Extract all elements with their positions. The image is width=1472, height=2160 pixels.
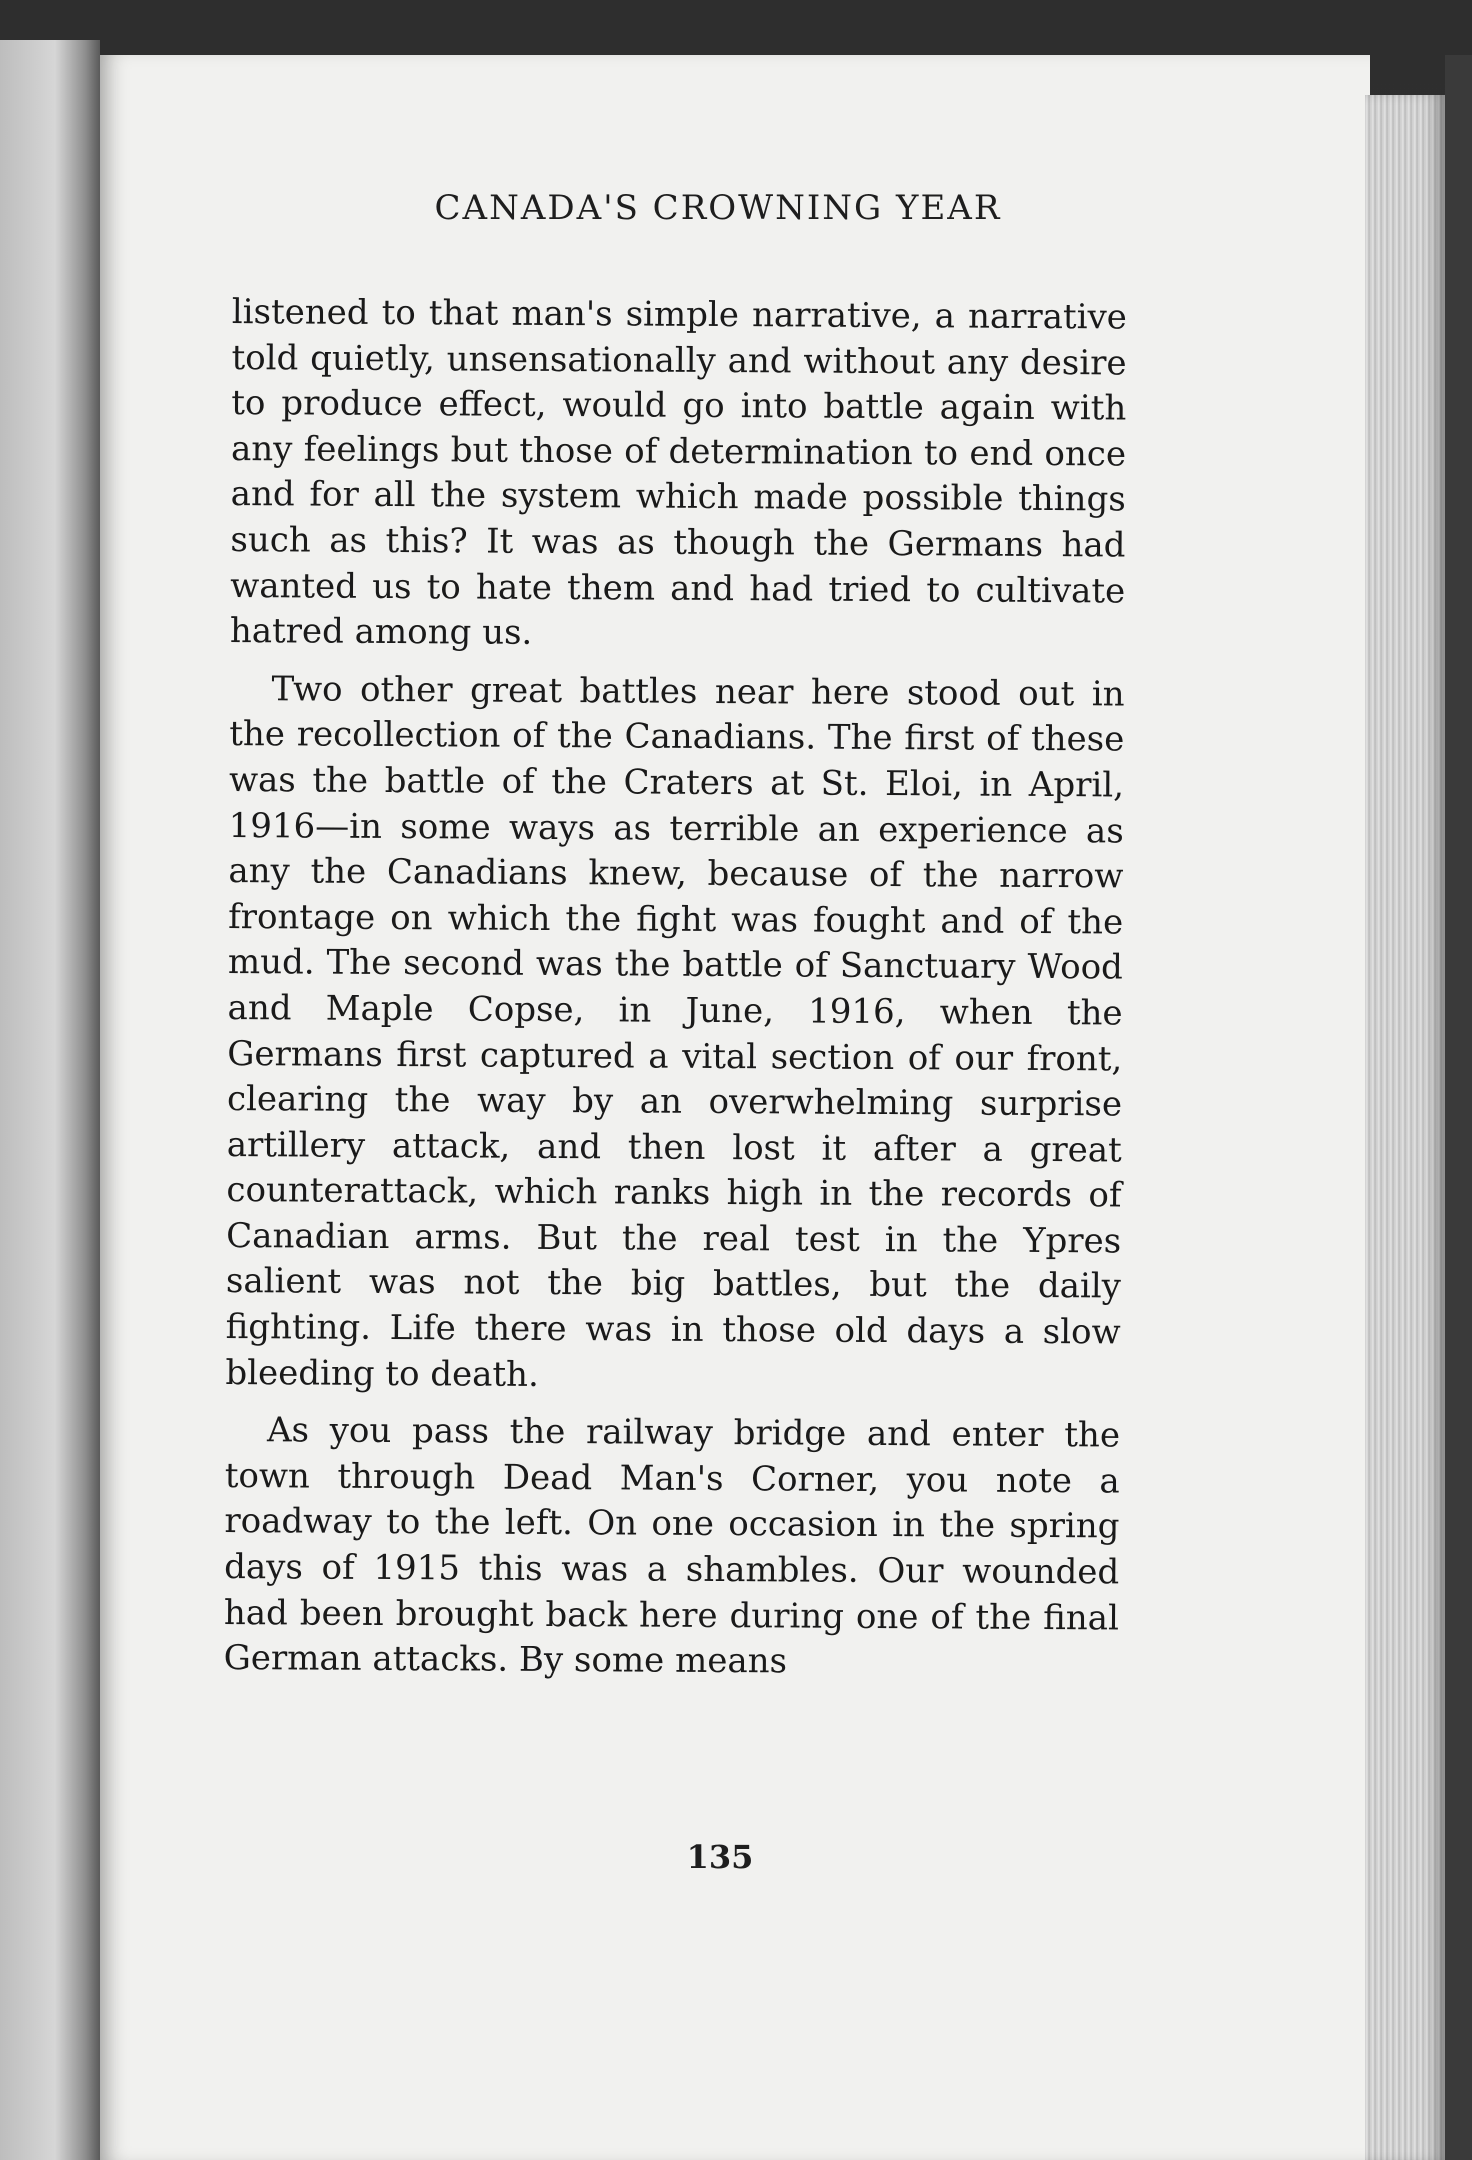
paragraph: Two other great battles near here stood out in the recollection of the Canadians. The first of these was the battle of the Craters at St. Eloi, in April, 1916—in some ways as terrible an experience as any the Canadians knew, because of the narrow frontage on which the fight was fought and of the mud. The second was the battle of Sanctuary Wood and Maple Copse, in June, 1916, when the Germans first captured a vital section of our front, clearing the way by an overwhelming surprise artillery attack, and then lost it after a great counterattack, which ranks high in the records of Canadian arms. But the real test in the Ypres salient was not the big battles, but the daily fighting. Life there was in those old days a slow bleeding to death. (225, 668, 1125, 1395)
running-head: CANADA'S CROWNING YEAR (434, 188, 1002, 228)
paragraph: listened to that man's simple narrative, a narrative told quietly, unsensationally and without any desire to produce effect, would go into battle again with any feelings but those of determination to end once and for all the system which made possible things such as this? It was as though the Germans had wanted us to hate them and had tried to cultivate hatred among us. (229, 291, 1127, 653)
paragraph: As you pass the railway bridge and enter the town through Dead Man's Corner, you note a roadway to the left. On one occasion in the spring days of 1915 this was a shambles. Our wounded had been brought back here during one of the final German attacks. By some means (223, 1410, 1121, 1682)
body-text (223, 290, 1127, 1699)
page-number: 135 (686, 1838, 754, 1876)
